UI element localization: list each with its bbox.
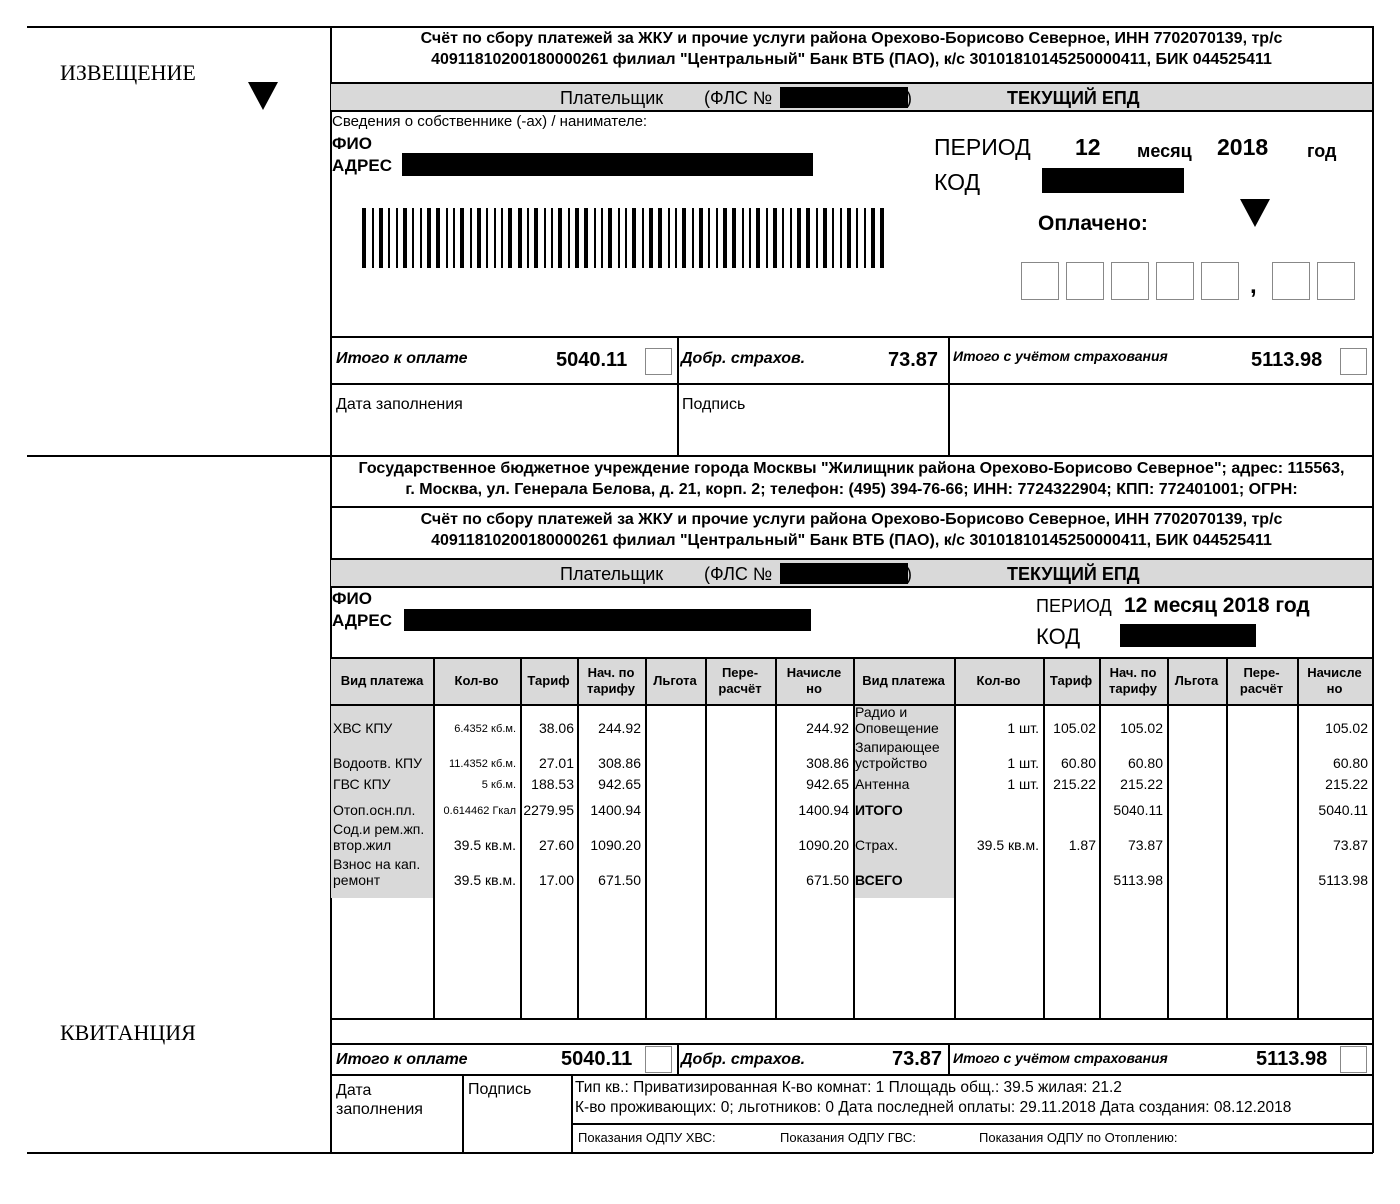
tariff: 27.01 bbox=[538, 755, 574, 771]
quantity: 6.4352 кб.м. bbox=[454, 723, 516, 735]
barcode-bar bbox=[682, 208, 686, 268]
charged-total: 1400.94 bbox=[798, 802, 849, 818]
quantity: 1 шт. bbox=[1007, 776, 1039, 792]
payment-name: Оповещение bbox=[855, 720, 939, 736]
payment-name: Отоп.осн.пл. bbox=[333, 802, 416, 818]
rule bbox=[571, 1123, 1372, 1125]
quantity: 1 шт. bbox=[1007, 720, 1039, 736]
bank-header-line2: 40911810200180000261 филиал "Центральный" Банк ВТБ (ПАО), к/с 30101810145250000411, БИК 044525411 bbox=[431, 51, 1272, 68]
barcode-bar bbox=[742, 208, 744, 268]
year-word: год bbox=[1307, 141, 1337, 161]
fill-date-label: Дата заполнения bbox=[336, 396, 463, 413]
decimal-comma: , bbox=[1250, 272, 1257, 299]
charged-by-tariff: 5040.11 bbox=[1113, 802, 1163, 818]
table-column-header: Пере-расчёт bbox=[1239, 665, 1284, 696]
barcode-bar bbox=[420, 208, 422, 268]
barcode-bar bbox=[608, 208, 612, 268]
barcode-bar bbox=[372, 208, 374, 268]
right-border bbox=[1372, 26, 1374, 1153]
table-column-line bbox=[705, 657, 707, 1018]
charged-by-tariff: 942.65 bbox=[598, 776, 641, 792]
payer-label: Плательщик bbox=[560, 564, 664, 584]
table-column-header: Нач. по тарифу bbox=[587, 665, 635, 696]
barcode-bar bbox=[544, 208, 546, 268]
barcode-bar bbox=[649, 208, 653, 268]
current-epd: ТЕКУЩИЙ ЕПД bbox=[1007, 564, 1140, 584]
charged-total: 5113.98 bbox=[1318, 872, 1368, 888]
barcode-bar bbox=[527, 208, 529, 268]
rule bbox=[948, 336, 950, 455]
barcode-bar bbox=[847, 208, 851, 268]
barcode-bar bbox=[773, 208, 777, 268]
table-column-header: Льгота bbox=[653, 673, 697, 688]
payment-name: Страх. bbox=[855, 837, 898, 853]
barcode-bar bbox=[618, 208, 620, 268]
charged-by-tariff: 60.80 bbox=[1127, 755, 1163, 771]
barcode-bar bbox=[864, 208, 866, 268]
barcode-bar bbox=[594, 208, 596, 268]
barcode-bar bbox=[477, 208, 481, 268]
fill-date-line2: заполнения bbox=[336, 1101, 423, 1118]
charged-total: 73.87 bbox=[1332, 837, 1368, 853]
barcode-bar bbox=[749, 208, 751, 268]
barcode-bar bbox=[856, 208, 858, 268]
current-epd: ТЕКУЩИЙ ЕПД bbox=[1007, 88, 1140, 108]
barcode-bar bbox=[832, 208, 834, 268]
charged-by-tariff: 308.86 bbox=[598, 755, 641, 771]
odpu-heat: Показания ОДПУ по Отоплению: bbox=[979, 1130, 1178, 1145]
redacted-code bbox=[1042, 168, 1184, 193]
barcode-bar bbox=[436, 208, 440, 268]
receipt-label: КВИТАНЦИЯ bbox=[60, 1020, 196, 1045]
total-checkbox[interactable] bbox=[645, 348, 672, 375]
total-insurance-label: Итого с учётом страхования bbox=[953, 1050, 1168, 1066]
rule bbox=[331, 383, 1372, 385]
table-column-header: Начисле но bbox=[786, 665, 842, 696]
barcode-bar bbox=[362, 208, 366, 268]
total-label: Итого к оплате bbox=[336, 350, 468, 367]
barcode-bar bbox=[823, 208, 827, 268]
barcode-bar bbox=[756, 208, 760, 268]
code-label: КОД bbox=[934, 169, 981, 195]
rule bbox=[331, 586, 1372, 588]
paid-label: Оплачено: bbox=[1038, 212, 1148, 235]
paid-digit-box[interactable] bbox=[1021, 262, 1059, 300]
total-checkbox[interactable] bbox=[645, 1046, 672, 1073]
month-word: месяц bbox=[1137, 141, 1192, 161]
address-label: АДРЕС bbox=[332, 611, 392, 630]
barcode-bar bbox=[403, 208, 407, 268]
barcode-bar bbox=[675, 208, 677, 268]
paid-cents-box[interactable] bbox=[1272, 262, 1310, 300]
fill-date-label bbox=[336, 1081, 423, 1119]
tariff: 1.87 bbox=[1068, 837, 1096, 853]
total-insurance-value: 5113.98 bbox=[1251, 349, 1323, 371]
rule bbox=[331, 506, 1372, 508]
payment-name: Взнос на кап. bbox=[333, 856, 421, 872]
charged-total: 244.92 bbox=[806, 720, 849, 736]
table-column-header: Пере-расчёт bbox=[718, 665, 762, 696]
code-label: КОД bbox=[1036, 624, 1081, 649]
fls-label: (ФЛС № bbox=[704, 88, 773, 108]
charged-total: 1090.20 bbox=[798, 837, 849, 853]
quantity: 39.5 кв.м. bbox=[453, 872, 516, 888]
payment-name: ГВС КПУ bbox=[333, 776, 391, 792]
barcode-bar bbox=[601, 208, 603, 268]
charged-total: 5040.11 bbox=[1318, 802, 1368, 818]
barcode-bar bbox=[396, 208, 398, 268]
tariff: 2279.95 bbox=[523, 802, 574, 818]
barcode-bar bbox=[790, 208, 792, 268]
barcode-bar bbox=[658, 208, 662, 268]
barcode-bar bbox=[723, 208, 727, 268]
rule bbox=[331, 704, 1372, 706]
table-column-header: Кол-во bbox=[454, 673, 499, 688]
total-value: 5040.11 bbox=[556, 349, 628, 371]
barcode-bar bbox=[412, 208, 414, 268]
rule bbox=[677, 1043, 679, 1074]
table-column-header: Нач. по тарифу bbox=[1109, 665, 1157, 696]
fls-close: ) bbox=[906, 564, 912, 584]
apartment-info-line1: Тип кв.: Приватизированная К-во комнат: 1 Площадь общ.: 39.5 жилая: 21.2 bbox=[575, 1079, 1122, 1096]
charged-by-tariff: 671.50 bbox=[598, 872, 641, 888]
barcode-bar bbox=[379, 208, 383, 268]
barcode-bar bbox=[446, 208, 448, 268]
notice-label: ИЗВЕЩЕНИЕ bbox=[60, 60, 196, 85]
table-column-header: Тариф bbox=[1049, 673, 1093, 688]
barcode-bar bbox=[797, 208, 801, 268]
rule bbox=[948, 1043, 950, 1074]
tariff: 27.60 bbox=[538, 837, 574, 853]
fio-label: ФИО bbox=[332, 134, 372, 153]
tariff: 215.22 bbox=[1053, 776, 1096, 792]
charged-total: 60.80 bbox=[1332, 755, 1368, 771]
period-label: ПЕРИОД bbox=[1036, 596, 1112, 616]
rule bbox=[331, 1018, 1372, 1020]
barcode-bar bbox=[699, 208, 703, 268]
payment-name: ВСЕГО bbox=[855, 872, 903, 888]
rule bbox=[331, 1074, 1372, 1076]
charged-by-tariff: 73.87 bbox=[1127, 837, 1163, 853]
barcode-bar bbox=[494, 208, 496, 268]
payment-name: втор.жил bbox=[333, 837, 392, 853]
barcode-bar bbox=[816, 208, 818, 268]
insurance-label: Добр. страхов. bbox=[681, 350, 806, 367]
charged-total: 105.02 bbox=[1325, 720, 1368, 736]
tariff: 105.02 bbox=[1053, 720, 1096, 736]
bank-header bbox=[331, 28, 1372, 70]
fls-close: ) bbox=[906, 88, 912, 108]
odpu-hvs: Показания ОДПУ ХВС: bbox=[578, 1130, 716, 1145]
paid-digit-box[interactable] bbox=[1201, 262, 1239, 300]
barcode-bar bbox=[782, 208, 784, 268]
barcode-bar bbox=[642, 208, 644, 268]
signature-label: Подпись bbox=[682, 396, 746, 413]
rule bbox=[462, 1074, 464, 1153]
quantity: 5 кб.м. bbox=[481, 779, 516, 791]
barcode-bar bbox=[668, 208, 670, 268]
barcode-bar bbox=[840, 208, 842, 268]
insurance-label: Добр. страхов. bbox=[681, 1051, 806, 1068]
org-line2: г. Москва, ул. Генерала Белова, д. 21, корп. 2; телефон: (495) 394-76-66; ИНН: 7724322904; КПП: 772401001; ОГРН: bbox=[405, 481, 1298, 498]
table-column-header: Льгота bbox=[1174, 673, 1219, 688]
payment-name: ХВС КПУ bbox=[333, 720, 393, 736]
paid-cents-box[interactable] bbox=[1317, 262, 1355, 300]
rule bbox=[331, 110, 1372, 112]
redacted-address bbox=[402, 153, 813, 176]
charged-by-tariff: 5113.98 bbox=[1113, 872, 1163, 888]
charged-total: 215.22 bbox=[1325, 776, 1368, 792]
barcode-bar bbox=[632, 208, 636, 268]
total-value: 5040.11 bbox=[561, 1048, 633, 1070]
table-column-header: Начисле но bbox=[1307, 665, 1362, 696]
period-value: 12 месяц 2018 год bbox=[1124, 594, 1310, 617]
charged-by-tariff: 1400.94 bbox=[590, 802, 641, 818]
table-column-line bbox=[1167, 657, 1169, 1018]
barcode-bar bbox=[501, 208, 503, 268]
org-line1: Государственное бюджетное учреждение города Москвы "Жилищник района Орехово-Борисово Северное"; адрес: 115563, bbox=[358, 460, 1345, 477]
barcode-bar bbox=[558, 208, 562, 268]
barcode-bar bbox=[460, 208, 464, 268]
charged-total: 942.65 bbox=[806, 776, 849, 792]
owner-info: Сведения о собственнике (-ах) / нанимателе: bbox=[332, 113, 648, 130]
org-header bbox=[331, 458, 1372, 500]
barcode-bar bbox=[806, 208, 810, 268]
payment-name: ИТОГО bbox=[855, 802, 903, 818]
paid-digit-box[interactable] bbox=[1066, 262, 1104, 300]
insurance-value: 73.87 bbox=[888, 349, 939, 371]
barcode-bar bbox=[584, 208, 588, 268]
rule bbox=[331, 657, 1372, 659]
table-column-line bbox=[1226, 657, 1228, 1018]
redacted-code bbox=[1120, 624, 1256, 647]
triangle-down-icon bbox=[248, 82, 278, 110]
barcode-bar bbox=[692, 208, 694, 268]
barcode-bar bbox=[575, 208, 579, 268]
payment-name: Антенна bbox=[855, 776, 910, 792]
section-divider bbox=[27, 455, 1373, 457]
payer-label: Плательщик bbox=[560, 88, 664, 108]
period-year: 2018 bbox=[1217, 134, 1269, 160]
barcode-bar bbox=[518, 208, 522, 268]
total-insurance-checkbox[interactable] bbox=[1340, 348, 1367, 375]
paid-digit-box[interactable] bbox=[1111, 262, 1149, 300]
table-column-header: Вид платежа bbox=[340, 673, 424, 688]
rule bbox=[331, 1043, 1372, 1045]
bank-header-receipt bbox=[331, 509, 1372, 551]
barcode-bar bbox=[708, 208, 710, 268]
fio-label: ФИО bbox=[332, 589, 372, 608]
barcode-bar bbox=[453, 208, 455, 268]
quantity: 1 шт. bbox=[1007, 755, 1039, 771]
barcode-bar bbox=[568, 208, 570, 268]
quantity: 39.5 кв.м. bbox=[976, 837, 1039, 853]
barcode-bar bbox=[470, 208, 472, 268]
apartment-info bbox=[575, 1078, 1291, 1118]
charged-by-tariff: 244.92 bbox=[598, 720, 641, 736]
table-column-line bbox=[645, 657, 647, 1018]
total-insurance-label: Итого с учётом страхования bbox=[953, 348, 1168, 364]
tariff: 188.53 bbox=[531, 776, 574, 792]
triangle-down-icon bbox=[1240, 199, 1270, 227]
insurance-value: 73.87 bbox=[892, 1048, 943, 1070]
fls-label: (ФЛС № bbox=[704, 564, 773, 584]
barcode-bar bbox=[534, 208, 538, 268]
quantity: 11.4352 кб.м. bbox=[448, 758, 516, 770]
odpu-gvs: Показания ОДПУ ГВС: bbox=[780, 1130, 917, 1145]
total-label: Итого к оплате bbox=[336, 1051, 468, 1068]
redacted-address bbox=[404, 609, 811, 631]
total-insurance-value: 5113.98 bbox=[1256, 1048, 1328, 1070]
bank-header-line1: Счёт по сбору платежей за ЖКУ и прочие услуги района Орехово-Борисово Северное, ИНН 7702070139, тр/с bbox=[420, 511, 1283, 528]
barcode-bar bbox=[625, 208, 627, 268]
paid-digit-box[interactable] bbox=[1156, 262, 1194, 300]
payment-name: Сод.и рем.жп. bbox=[333, 821, 425, 837]
barcode-bar bbox=[427, 208, 431, 268]
charged-by-tariff: 105.02 bbox=[1120, 720, 1163, 736]
payment-name: устройство bbox=[855, 755, 928, 771]
fill-date-line1: Дата bbox=[336, 1082, 372, 1099]
charged-by-tariff: 215.22 bbox=[1120, 776, 1163, 792]
barcode-bar bbox=[732, 208, 736, 268]
barcode-bar bbox=[716, 208, 718, 268]
redacted-account bbox=[780, 87, 908, 108]
barcode-bar bbox=[766, 208, 768, 268]
payment-name: ремонт bbox=[333, 872, 381, 888]
table-column-header: Тариф bbox=[527, 673, 570, 688]
tariff: 17.00 bbox=[538, 872, 574, 888]
tariff: 38.06 bbox=[538, 720, 574, 736]
period-label: ПЕРИОД bbox=[934, 134, 1031, 160]
barcode-bar bbox=[508, 208, 512, 268]
table-column-header: Вид платежа bbox=[862, 673, 945, 688]
total-insurance-checkbox[interactable] bbox=[1340, 1046, 1367, 1073]
rule bbox=[571, 1074, 573, 1153]
barcode-bar bbox=[388, 208, 390, 268]
barcode bbox=[362, 208, 938, 268]
charged-total: 671.50 bbox=[806, 872, 849, 888]
apartment-info-line2: К-во проживающих: 0; льготников: 0 Дата последней оплаты: 29.11.2018 Дата создания: 08.12.2018 bbox=[575, 1099, 1292, 1116]
tariff: 60.80 bbox=[1060, 755, 1096, 771]
rule bbox=[677, 336, 679, 455]
redacted-account bbox=[780, 563, 908, 584]
bottom-border bbox=[27, 1152, 1373, 1154]
barcode-bar bbox=[880, 208, 884, 268]
payment-name: Радио и bbox=[855, 704, 908, 720]
quantity: 39.5 кв.м. bbox=[453, 837, 516, 853]
charged-total: 308.86 bbox=[806, 755, 849, 771]
table-column-header: Кол-во bbox=[976, 673, 1021, 688]
quantity: 0.614462 Гкал bbox=[443, 805, 516, 817]
bank-header-line2: 40911810200180000261 филиал "Центральный" Банк ВТБ (ПАО), к/с 30101810145250000411, БИК 044525411 bbox=[431, 532, 1272, 549]
barcode-bar bbox=[551, 208, 553, 268]
rule bbox=[331, 336, 1372, 338]
payment-name: Водоотв. КПУ bbox=[333, 755, 422, 771]
payment-name: Запирающее bbox=[855, 739, 940, 755]
charged-by-tariff: 1090.20 bbox=[590, 837, 641, 853]
barcode-bar bbox=[871, 208, 875, 268]
address-label: АДРЕС bbox=[332, 156, 392, 175]
signature-label: Подпись bbox=[468, 1081, 532, 1098]
bank-header-line1: Счёт по сбору платежей за ЖКУ и прочие услуги района Орехово-Борисово Северное, ИНН 7702070139, тр/с bbox=[420, 30, 1283, 47]
period-month: 12 bbox=[1075, 134, 1101, 160]
barcode-bar bbox=[486, 208, 488, 268]
